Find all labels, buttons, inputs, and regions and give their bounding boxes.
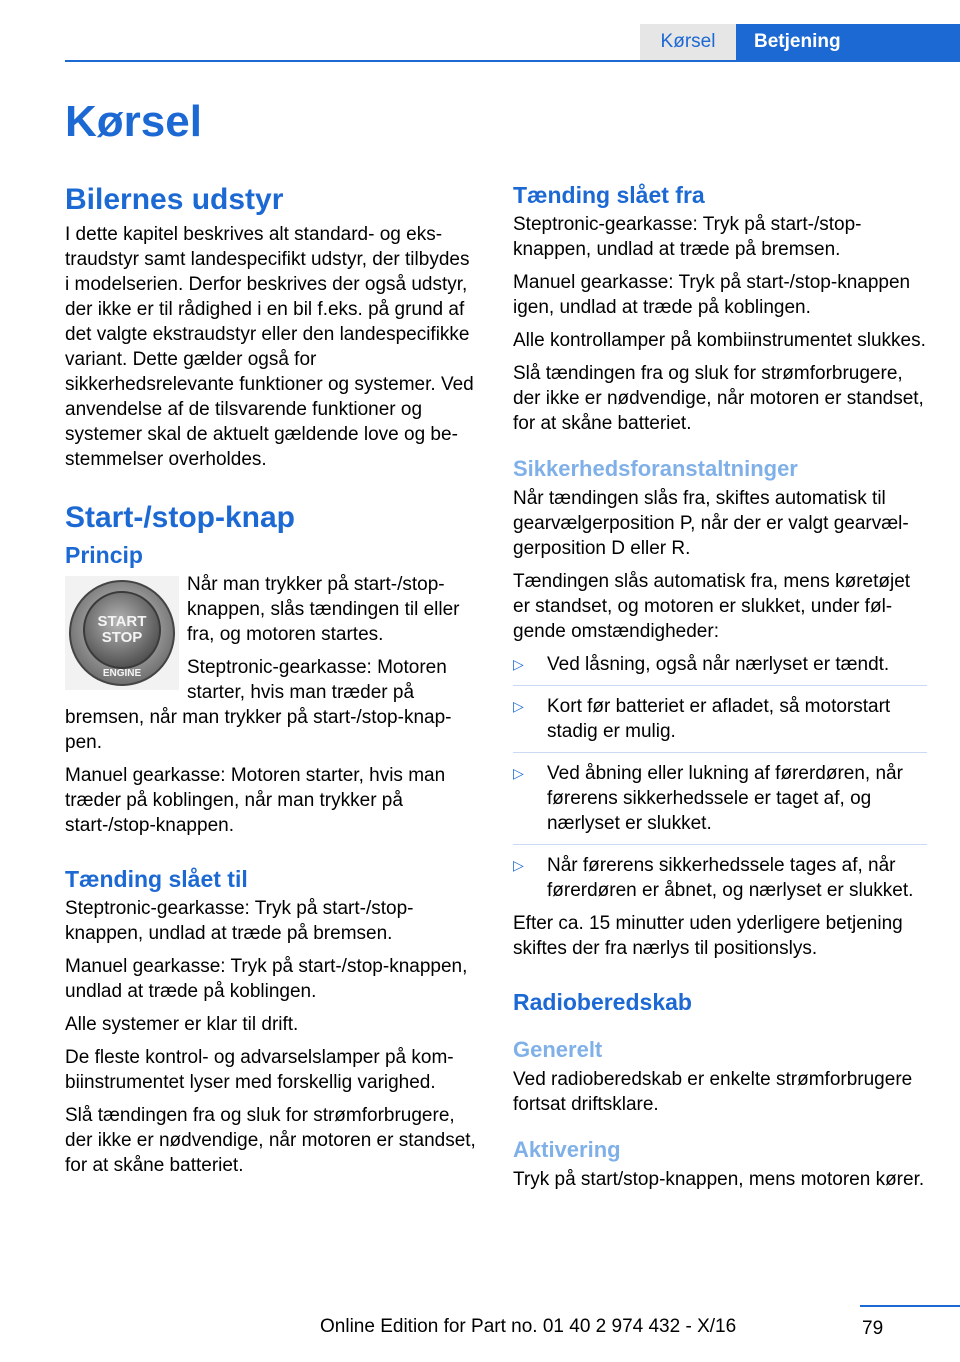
page-number-rule [860,1305,960,1307]
ignition-off-p3: Alle kontrollamper på kombiinstrumentet slukkes. [513,330,926,351]
list-item-text: Ved låsning, også når nærlyset er tændt. [547,654,890,675]
activation-heading: Aktivering [513,1137,621,1162]
triangle-bullet-icon: ▷ [513,765,524,781]
triangle-bullet-icon: ▷ [513,698,524,714]
principle-p3: Manuel gearkasse: Motoren starter, hvis man træder på koblingen, når man trykker på start-/stop-knappen. [65,765,446,836]
ignition-off-heading: Tænding slået fra [513,182,705,208]
list-item-text: Kort før batteriet er afladet, så motorstart stadig er mulig. [547,696,891,742]
triangle-bullet-icon: ▷ [513,857,524,873]
triangle-bullet-icon: ▷ [513,656,524,672]
safety-list [513,652,927,903]
safety-heading: Sikkerhedsforanstaltninger [513,456,798,481]
general-heading: Generelt [513,1037,603,1062]
list-item [513,694,927,753]
chapter-tab: Betjening [736,24,960,60]
equipment-body: I dette kapitel beskrives alt standard- og ekstraudstyr samt landespecifikt udstyr, der tilbydes i modelserien. Derfor beskrives der også udstyr, der ikke er til rådighed i en bil f.eks. på grund af det valgte ekstraudstyr eller den landespecifikke variant. Dette gælder også for sikkerhedsrelevante funktioner og systemer. Ved anvendelse af de tilsvarende funktioner og systemer skal de aktuelt gældende love og bestemmelser overholdes. [65,224,474,470]
list-item-text: Når førerens sikkerhedssele tages af, når førerdøren er åbnet, og nærlyset er slukket. [547,855,914,901]
list-item [513,761,927,845]
principle-p2: Steptronic-gearkasse: Motoren starter, hvis man træder på bremsen, når man trykker på start-/stop-knappen. [65,657,452,753]
start-stop-button-image [65,576,179,690]
safety-p2: Tændingen slås automatisk fra, mens køretøjet er standset, og motoren er slukket, under følgende omstændigheder: [513,571,911,642]
page-number: 79 [862,1318,884,1339]
safety-p1: Når tændingen slås fra, skiftes automatisk til gearvælgerposition P, når der er valgt gearvælgerposition D eller R. [513,488,909,559]
button-label-start: START [97,613,147,630]
ignition-on-heading: Tænding slået til [65,866,248,892]
principle-p1: Når man trykker på start-/stop-knappen, slås tændingen til eller fra, og motoren startes. [187,574,460,645]
header-rule [65,60,960,62]
list-item [513,652,927,686]
right-column [513,180,927,1200]
chapter-title: Kørsel [65,97,202,146]
start-stop-heading: Start-/stop-knap [65,501,296,534]
equipment-heading: Bilernes udstyr [65,183,284,216]
list-item-text: Ved åbning eller lukning af førerdøren, når førerens sikkerhedssele er taget af, og nærlyset er slukket. [547,763,903,834]
activation-text: Tryk på start/stop-knappen, mens motoren kører. [513,1169,925,1190]
ignition-on-p3: Alle systemer er klar til drift. [65,1014,299,1035]
ignition-on-p5: Slå tændingen fra og sluk for strømforbrugere, der ikke er nødvendige, når motoren er standset, for at skåne batteriet. [65,1105,476,1176]
section-tab: Kørsel [640,24,736,60]
button-label-stop: STOP [101,629,143,646]
ignition-off-p2: Manuel gearkasse: Tryk på start-/stop-knappen igen, undlad at træde på koblingen. [513,272,911,318]
list-item [513,853,927,903]
ignition-on-p2: Manuel gearkasse: Tryk på start-/stop-knappen, undlad at træde på koblingen. [65,956,468,1002]
ignition-on-p1: Steptronic-gearkasse: Tryk på start-/stop-knappen, undlad at træde på bremsen. [65,898,414,944]
principle-heading: Princip [65,542,143,568]
left-column [65,180,477,1186]
ignition-on-p4: De fleste kontrol- og advarselslamper på kombiinstrumentet lyser med forskellig varighed. [65,1047,454,1093]
edition-footer: Online Edition for Part no. 01 40 2 974 432 - X/16 [320,1316,737,1337]
start-stop-button-icon [65,576,179,690]
general-text: Ved radioberedskab er enkelte strømforbrugere fortsat driftsklare. [513,1069,913,1115]
radio-heading: Radioberedskab [513,989,692,1015]
button-label-engine: ENGINE [102,668,142,679]
ignition-off-p1: Steptronic-gearkasse: Tryk på start-/stop-knappen, undlad at træde på bremsen. [513,214,862,260]
safety-p3: Efter ca. 15 minutter uden yderligere betjening skiftes der fra nærlys til positionslys. [513,913,903,959]
ignition-off-p4: Slå tændingen fra og sluk for strømforbrugere, der ikke er nødvendige, når motoren er standset, for at skåne batteriet. [513,363,924,434]
